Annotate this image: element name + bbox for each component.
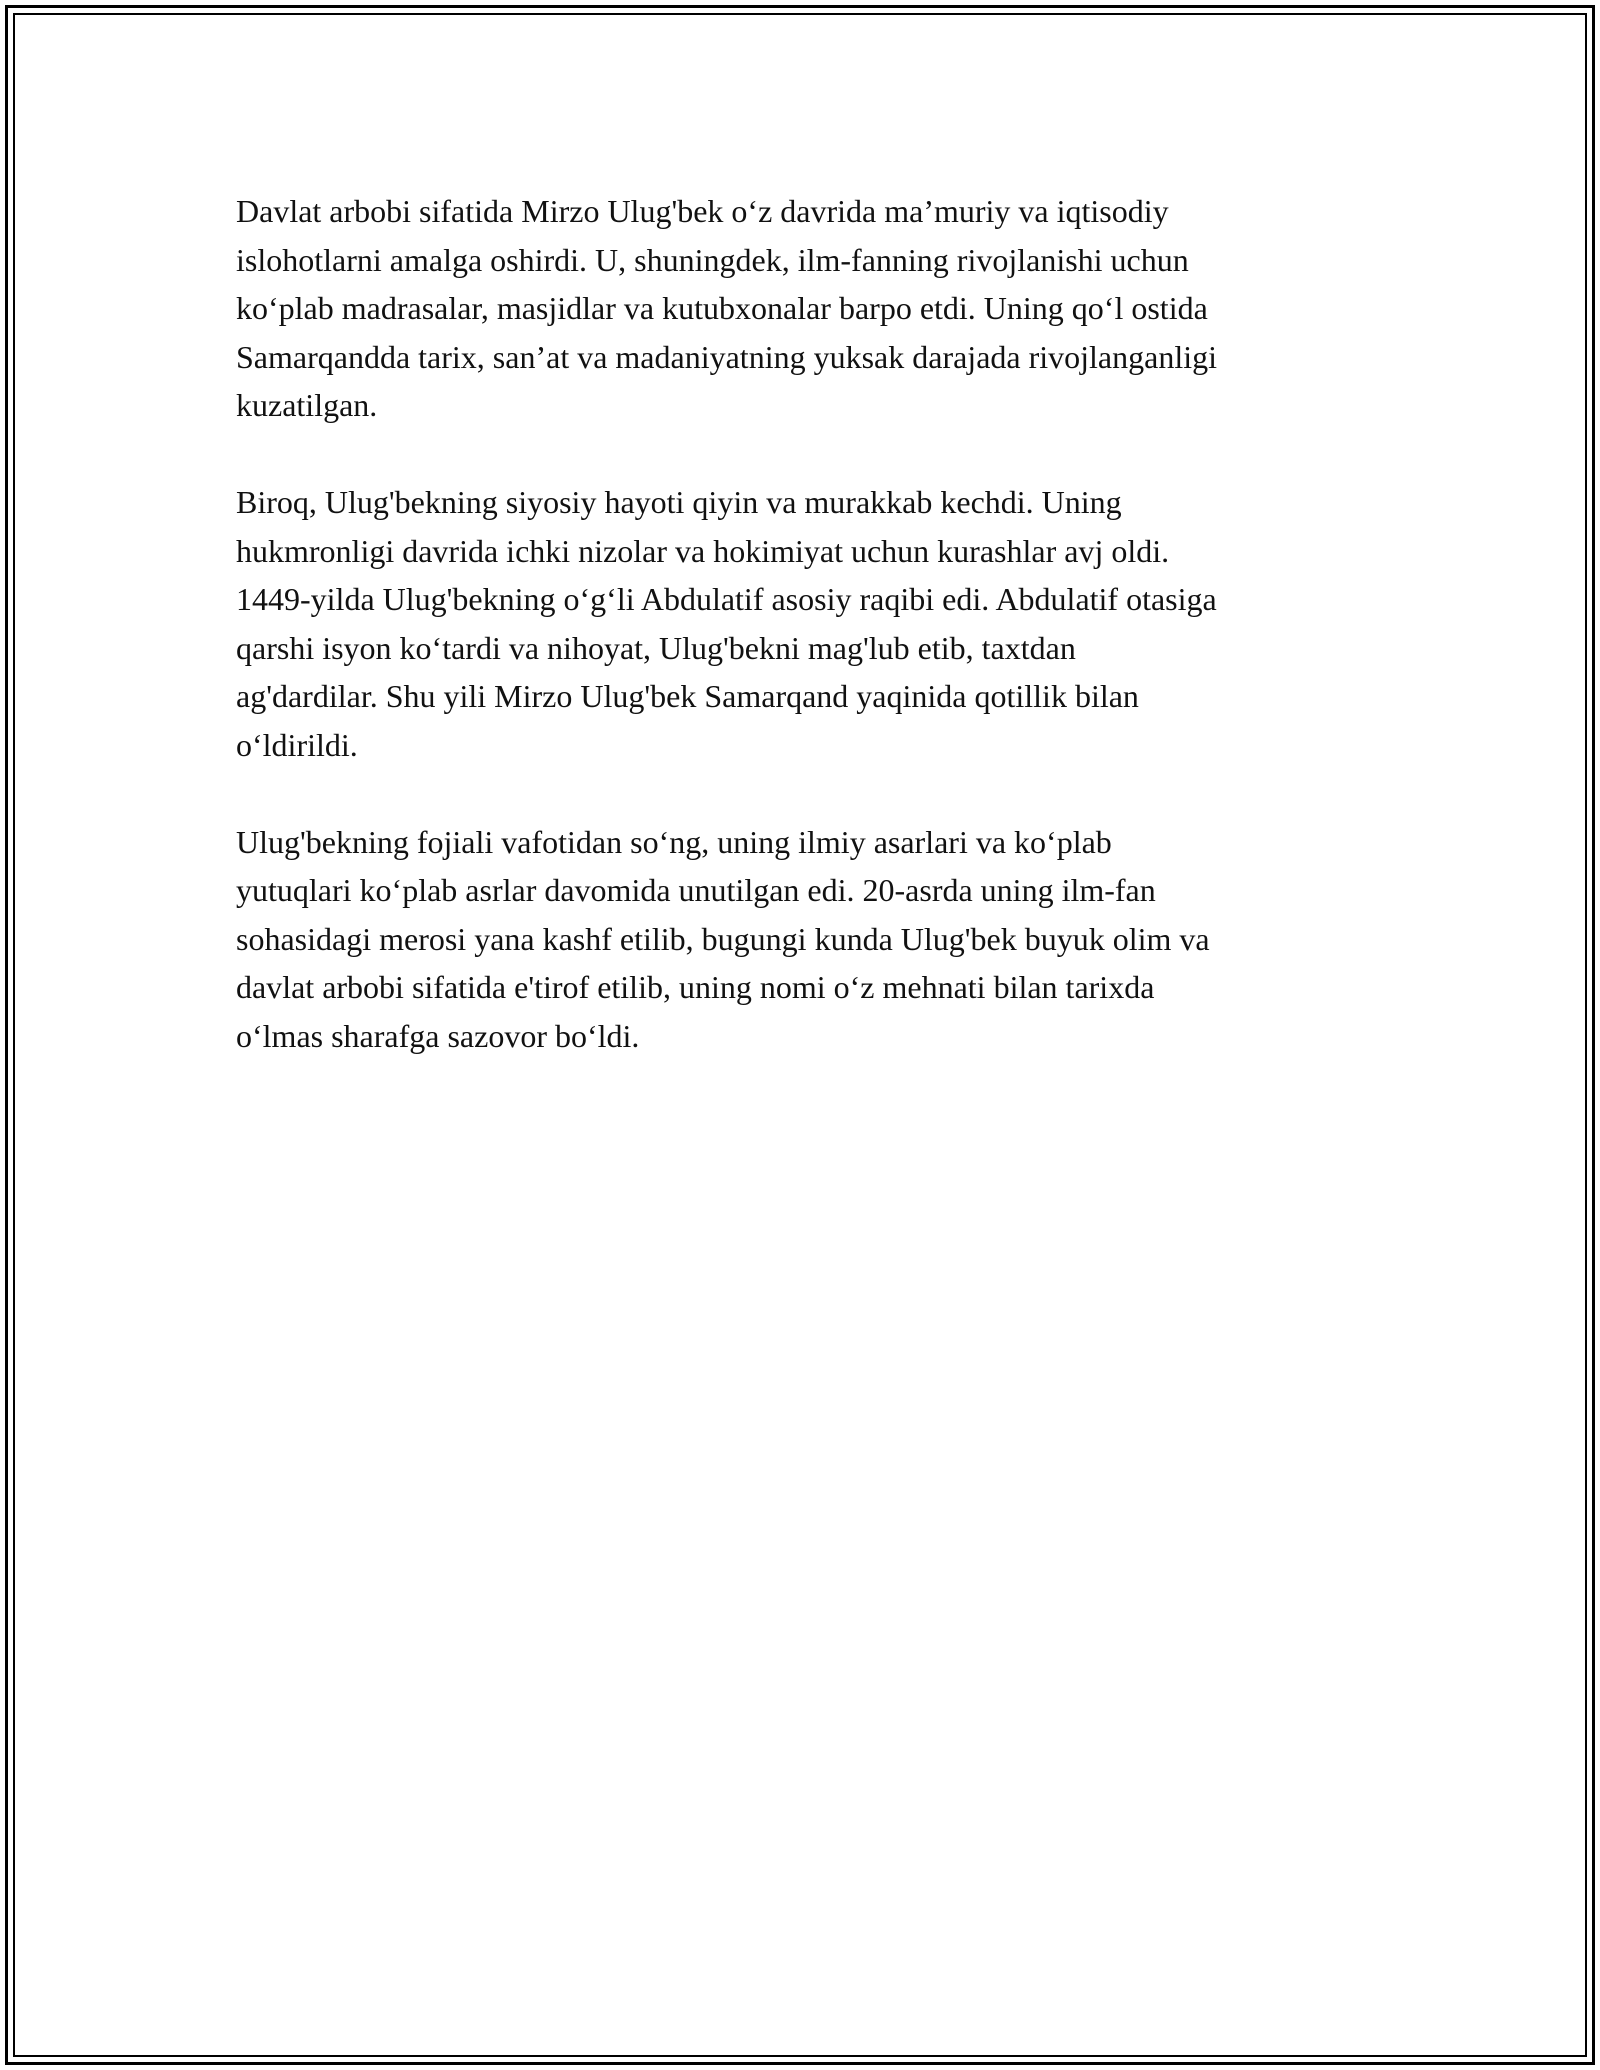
- text-line: yutuqlari ko‘plab asrlar davomida unutilgan edi. 20-asrda uning ilm-fan: [236, 872, 1156, 908]
- text-line: o‘lmas sharafga sazovor bo‘ldi.: [236, 1017, 640, 1054]
- text-line: sohasidagi merosi yana kashf etilib, bugungi kunda Ulug'bek buyuk olim va: [236, 920, 1210, 957]
- paragraph-2: [236, 478, 1386, 769]
- text-line: hukmronligi davrida ichki nizolar va hokimiyat uchun kurashlar avj oldi.: [236, 532, 1170, 569]
- text-line: ko‘plab madrasalar, masjidlar va kutubxonalar barpo etdi. Uning qo‘l ostida: [236, 290, 1208, 326]
- text-line: Davlat arbobi sifatida Mirzo Ulug'bek o‘z davrida ma’muriy va iqtisodiy: [236, 193, 1169, 229]
- text-line: ag'dardilar. Shu yili Mirzo Ulug'bek Samarqand yaqinida qotillik bilan: [236, 678, 1139, 714]
- text-line: islohotlarni amalga oshirdi. U, shuningdek, ilm-fanning rivojlanishi uchun: [236, 241, 1189, 278]
- text-line: Biroq, Ulug'bekning siyosiy hayoti qiyin va murakkab kechdi. Uning: [236, 484, 1122, 520]
- paragraph-1: [236, 187, 1386, 430]
- document-body: [236, 187, 1386, 1109]
- text-line: qarshi isyon ko‘tardi va nihoyat, Ulug'bekni mag'lub etib, taxtdan: [236, 629, 1076, 666]
- text-line: Samarqandda tarix, san’at va madaniyatning yuksak darajada rivojlanganligi: [236, 338, 1217, 375]
- text-line: kuzatilgan.: [236, 387, 378, 423]
- text-line: o‘ldirildi.: [236, 726, 358, 763]
- text-line: 1449-yilda Ulug'bekning o‘g‘li Abdulatif asosiy raqibi edi. Abdulatif otasiga: [236, 581, 1217, 617]
- text-line: davlat arbobi sifatida e'tirof etilib, uning nomi o‘z mehnati bilan tarixda: [236, 969, 1155, 1005]
- paragraph-3: [236, 818, 1386, 1061]
- text-line: Ulug'bekning fojiali vafotidan so‘ng, uning ilmiy asarlari va ko‘plab: [236, 823, 1112, 860]
